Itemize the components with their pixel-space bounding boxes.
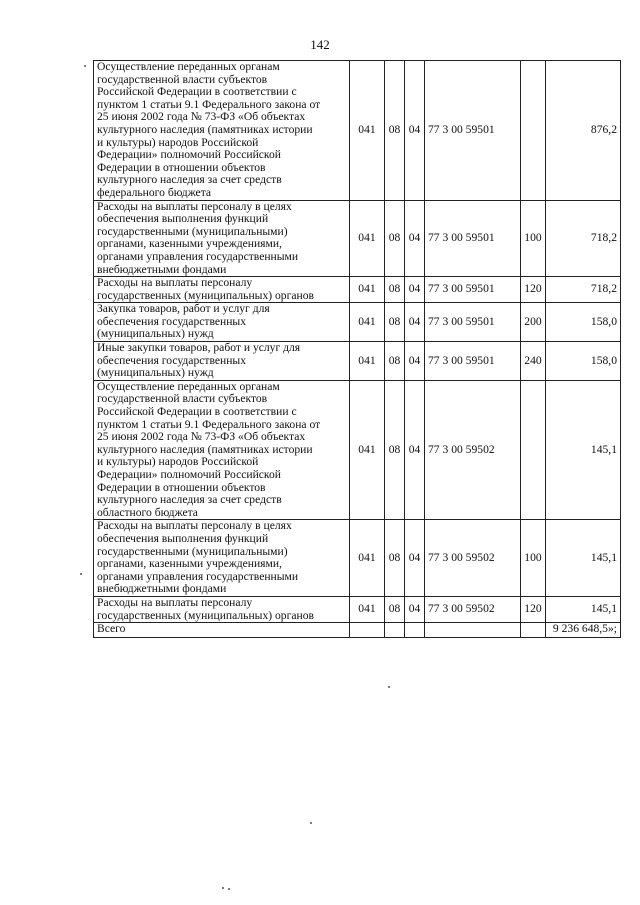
page-number: 142 xyxy=(310,37,330,52)
budget-table-body xyxy=(94,61,621,623)
expense-type-code: 100 xyxy=(521,520,546,597)
table-row xyxy=(94,520,621,597)
subsection-code: 04 xyxy=(405,303,425,342)
table-row xyxy=(94,61,621,201)
total-label: Всего xyxy=(94,623,350,638)
admin-code: 041 xyxy=(350,277,385,303)
row-description: Закупка товаров, работ и услуг для обеспечения государственных (муниципальных) нужд xyxy=(94,303,350,342)
section-code: 08 xyxy=(385,380,405,520)
budget-table xyxy=(93,60,621,638)
row-description: Расходы на выплаты персоналу в целях обеспечения выполнения функций государственными (муниципальными) органами, казенными учреждениями, органами управления государственными внебюджетными фондами xyxy=(94,520,350,597)
total-empty-cell xyxy=(350,623,385,638)
scan-speck xyxy=(388,686,390,688)
admin-code: 041 xyxy=(350,342,385,381)
section-code: 08 xyxy=(385,200,405,277)
target-article-code: 77 3 00 59501 xyxy=(425,342,521,381)
target-article-code: 77 3 00 59502 xyxy=(425,596,521,622)
scan-speck xyxy=(222,887,224,889)
row-sum: 718,2 xyxy=(546,200,621,277)
section-code: 08 xyxy=(385,303,405,342)
subsection-code: 04 xyxy=(405,277,425,303)
section-code: 08 xyxy=(385,520,405,597)
row-sum: 718,2 xyxy=(546,277,621,303)
table-row xyxy=(94,200,621,277)
section-code: 08 xyxy=(385,342,405,381)
admin-code: 041 xyxy=(350,303,385,342)
target-article-code: 77 3 00 59501 xyxy=(425,303,521,342)
total-row xyxy=(94,623,621,638)
admin-code: 041 xyxy=(350,596,385,622)
scan-speck xyxy=(80,573,82,575)
target-article-code: 77 3 00 59501 xyxy=(425,61,521,201)
row-description: Расходы на выплаты персоналу государственных (муниципальных) органов xyxy=(94,596,350,622)
admin-code: 041 xyxy=(350,61,385,201)
total-sum: 9 236 648,5»; xyxy=(546,623,621,638)
row-description: Расходы на выплаты персоналу в целях обеспечения выполнения функций государственными (муниципальными) органами, казенными учреждениями, органами управления государственными внебюджетными фондами xyxy=(94,200,350,277)
row-sum: 158,0 xyxy=(546,342,621,381)
target-article-code: 77 3 00 59502 xyxy=(425,520,521,597)
expense-type-code: 240 xyxy=(521,342,546,381)
row-description: Расходы на выплаты персоналу государственных (муниципальных) органов xyxy=(94,277,350,303)
expense-type-code xyxy=(521,61,546,201)
target-article-code: 77 3 00 59501 xyxy=(425,277,521,303)
row-sum: 158,0 xyxy=(546,303,621,342)
scan-speck xyxy=(84,65,86,67)
row-sum: 145,1 xyxy=(546,520,621,597)
admin-code: 041 xyxy=(350,520,385,597)
total-empty-cell xyxy=(521,623,546,638)
scan-speck xyxy=(228,888,230,890)
expense-type-code: 120 xyxy=(521,277,546,303)
expense-type-code: 120 xyxy=(521,596,546,622)
subsection-code: 04 xyxy=(405,596,425,622)
row-sum: 145,1 xyxy=(546,380,621,520)
subsection-code: 04 xyxy=(405,380,425,520)
total-empty-cell xyxy=(385,623,405,638)
total-empty-cell xyxy=(405,623,425,638)
table-row xyxy=(94,596,621,622)
subsection-code: 04 xyxy=(405,200,425,277)
table-row xyxy=(94,303,621,342)
target-article-code: 77 3 00 59502 xyxy=(425,380,521,520)
expense-type-code: 200 xyxy=(521,303,546,342)
subsection-code: 04 xyxy=(405,342,425,381)
table-row xyxy=(94,342,621,381)
table-row xyxy=(94,380,621,520)
target-article-code: 77 3 00 59501 xyxy=(425,200,521,277)
section-code: 08 xyxy=(385,61,405,201)
section-code: 08 xyxy=(385,596,405,622)
row-sum: 145,1 xyxy=(546,596,621,622)
row-description: Иные закупки товаров, работ и услуг для обеспечения государственных (муниципальных) нужд xyxy=(94,342,350,381)
row-description: Осуществление переданных органам государственной власти субъектов Российской Федерации в соответствии с пунктом 1 статьи 9.1 Федерального закона от 25 июня 2002 года № 73-ФЗ «Об объектах культурного наследия (памятниках истории и культуры) народов Российской Федерации» полномочий Российской Федерации в отношении объектов культурного наследия за счет средств областного бюджета xyxy=(94,380,350,520)
admin-code: 041 xyxy=(350,380,385,520)
subsection-code: 04 xyxy=(405,520,425,597)
total-empty-cell xyxy=(425,623,521,638)
expense-type-code: 100 xyxy=(521,200,546,277)
expense-type-code xyxy=(521,380,546,520)
scan-speck xyxy=(310,822,312,824)
row-sum: 876,2 xyxy=(546,61,621,201)
table-row xyxy=(94,277,621,303)
section-code: 08 xyxy=(385,277,405,303)
admin-code: 041 xyxy=(350,200,385,277)
subsection-code: 04 xyxy=(405,61,425,201)
row-description: Осуществление переданных органам государственной власти субъектов Российской Федерации в соответствии с пунктом 1 статьи 9.1 Федерального закона от 25 июня 2002 года № 73-ФЗ «Об объектах культурного наследия (памятниках истории и культуры) народов Российской Федерации» полномочий Российской Федерации в отношении объектов культурного наследия за счет средств федерального бюджета xyxy=(94,61,350,201)
